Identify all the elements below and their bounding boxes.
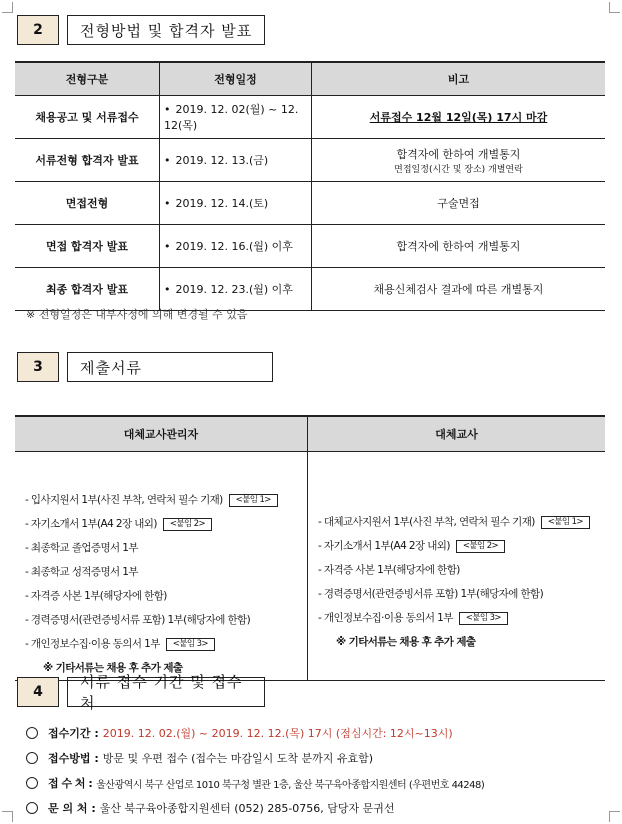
- documents-row: [15, 452, 605, 681]
- section-3-title: 제출서류: [67, 352, 273, 382]
- receipt-period-label: 접수기간 :: [48, 727, 99, 740]
- list-item: [25, 512, 307, 536]
- section-2-header: [17, 15, 265, 45]
- inquiry-label: 문 의 처 :: [48, 802, 96, 815]
- corner-mark-bottom-right: [609, 811, 620, 822]
- list-item: [318, 606, 605, 630]
- row-remark: 합격자에 한하여 개별통지: [312, 225, 606, 268]
- receipt-method-label: 접수방법 :: [48, 752, 99, 765]
- receipt-place: [26, 775, 484, 791]
- header-teacher: 대체교사: [308, 416, 606, 452]
- receipt-period-value: 2019. 12. 02.(월) ~ 2019. 12. 12.(목) 17시 (점심시간: 12시~13시): [102, 727, 453, 740]
- row-remark: [312, 139, 606, 182]
- doc-text: - 개인정보수집·이용 동의서 1부: [25, 638, 160, 650]
- attachment-tag: <붙임 3>: [459, 612, 508, 625]
- row-schedule-text: 2019. 12. 02(월) ~ 12. 12(목): [164, 103, 299, 132]
- row-schedule-text: 2019. 12. 13.(금): [175, 154, 269, 167]
- section-3-header: [17, 352, 273, 382]
- extra-docs-note: ※ 기타서류는 채용 후 추가 제출: [43, 662, 183, 674]
- documents-table-header: [15, 416, 605, 452]
- receipt-method-value: 방문 및 우편 접수 (접수는 마감일시 도착 분까지 유효함): [102, 752, 374, 765]
- extra-docs-note: ※ 기타서류는 채용 후 추가 제출: [336, 636, 476, 648]
- attachment-tag: <붙임 1>: [541, 516, 590, 529]
- receipt-method: [26, 750, 373, 766]
- row-schedule: • 2019. 12. 02(월) ~ 12. 12(목): [160, 96, 312, 139]
- section-2-number: 2: [17, 15, 59, 45]
- teacher-doc-list: [308, 452, 605, 654]
- row-category: 면접 합격자 발표: [15, 225, 160, 268]
- manager-documents: [15, 452, 308, 681]
- corner-mark-top-right: [609, 2, 620, 13]
- manager-doc-list: [15, 452, 307, 680]
- attachment-tag: <붙임 1>: [229, 494, 278, 507]
- row-category: 최종 합격자 발표: [15, 268, 160, 311]
- attachment-tag: <붙임 2>: [163, 518, 212, 531]
- table-row: [15, 225, 605, 268]
- row-schedule-text: 2019. 12. 16.(월) 이후: [175, 240, 293, 253]
- row-remark-subtext: 면접일정(시간 및 장소) 개별연락: [394, 164, 523, 175]
- section-4-title: 서류 접수 기간 및 접수처: [67, 677, 265, 707]
- table-row: [15, 96, 605, 139]
- table-row: [15, 182, 605, 225]
- circle-bullet-icon: [26, 752, 38, 764]
- list-item: - 경력증명서(관련증빙서류 포함) 1부(해당자에 한함): [318, 588, 544, 600]
- circle-bullet-icon: [26, 727, 38, 739]
- row-remark: 구술면접: [312, 182, 606, 225]
- list-item: - 자격증 사본 1부(해당자에 한함): [318, 564, 460, 576]
- row-category: 면접전형: [15, 182, 160, 225]
- doc-text: - 개인정보수집·이용 동의서 1부: [318, 612, 453, 624]
- schedule-table-header: [15, 62, 605, 96]
- receipt-place-label: 접 수 처 :: [48, 777, 93, 790]
- list-item: - 경력증명서(관련증빙서류 포함) 1부(해당자에 한함): [25, 614, 251, 626]
- section-4-number: 4: [17, 677, 59, 707]
- list-item: [25, 488, 307, 512]
- section-4-header: [17, 673, 265, 712]
- list-item: - 최종학교 졸업증명서 1부: [25, 542, 138, 554]
- row-remark-text: 합격자에 한하여 개별통지: [396, 147, 521, 161]
- list-item: [318, 510, 605, 534]
- doc-text: - 대체교사지원서 1부(사진 부착, 연락처 필수 기재): [318, 516, 535, 528]
- row-category: 채용공고 및 서류접수: [15, 96, 160, 139]
- attachment-tag: <붙임 2>: [456, 540, 505, 553]
- row-remark: 채용신체검사 결과에 따른 개별통지: [312, 268, 606, 311]
- header-category: 전형구분: [15, 62, 160, 96]
- inquiry-value: 울산 북구육아종합지원센터 (052) 285-0756, 담당자 문귀선: [99, 802, 395, 815]
- table-row: [15, 139, 605, 182]
- documents-table: [15, 415, 605, 681]
- table-row: [15, 268, 605, 311]
- doc-text: - 자기소개서 1부(A4 2장 내외): [318, 540, 450, 552]
- row-schedule-text: 2019. 12. 14.(토): [175, 197, 269, 210]
- receipt-place-value: 울산광역시 북구 산업로 1010 북구청 별관 1층, 울산 북구육아종합지원센터 (우편번호 44248): [96, 779, 485, 791]
- corner-mark-top-left: [2, 2, 13, 13]
- doc-text: - 입사지원서 1부(사진 부착, 연락처 필수 기재): [25, 494, 223, 506]
- row-category: 서류전형 합격자 발표: [15, 139, 160, 182]
- row-schedule-text: 2019. 12. 23.(월) 이후: [175, 283, 293, 296]
- section-2-title: 전형방법 및 합격자 발표: [67, 15, 265, 45]
- doc-text: - 자기소개서 1부(A4 2장 내외): [25, 518, 157, 530]
- row-remark: [312, 96, 606, 139]
- list-item: [318, 534, 605, 558]
- receipt-period: [26, 725, 453, 741]
- inquiry: [26, 800, 395, 816]
- circle-bullet-icon: [26, 802, 38, 814]
- header-schedule: 전형일정: [160, 62, 312, 96]
- schedule-table: [15, 61, 605, 311]
- attachment-tag: <붙임 3>: [166, 638, 215, 651]
- row-remark-text: 서류접수 12월 12일(목) 17시 마감: [369, 111, 548, 124]
- section-3-number: 3: [17, 352, 59, 382]
- list-item: - 자격증 사본 1부(해당자에 한함): [25, 590, 167, 602]
- schedule-note: ※ 전형일정은 내부사정에 의해 변경될 수 있음: [26, 308, 248, 321]
- header-remark: 비고: [312, 62, 606, 96]
- header-manager: 대체교사관리자: [15, 416, 308, 452]
- row-schedule: • 2019. 12. 13.(금): [160, 139, 312, 182]
- row-schedule: • 2019. 12. 16.(월) 이후: [160, 225, 312, 268]
- row-schedule: • 2019. 12. 14.(토): [160, 182, 312, 225]
- teacher-documents: [308, 452, 606, 681]
- circle-bullet-icon: [26, 777, 38, 789]
- list-item: [25, 632, 307, 656]
- list-item: - 최종학교 성적증명서 1부: [25, 566, 138, 578]
- row-schedule: • 2019. 12. 23.(월) 이후: [160, 268, 312, 311]
- corner-mark-bottom-left: [2, 811, 13, 822]
